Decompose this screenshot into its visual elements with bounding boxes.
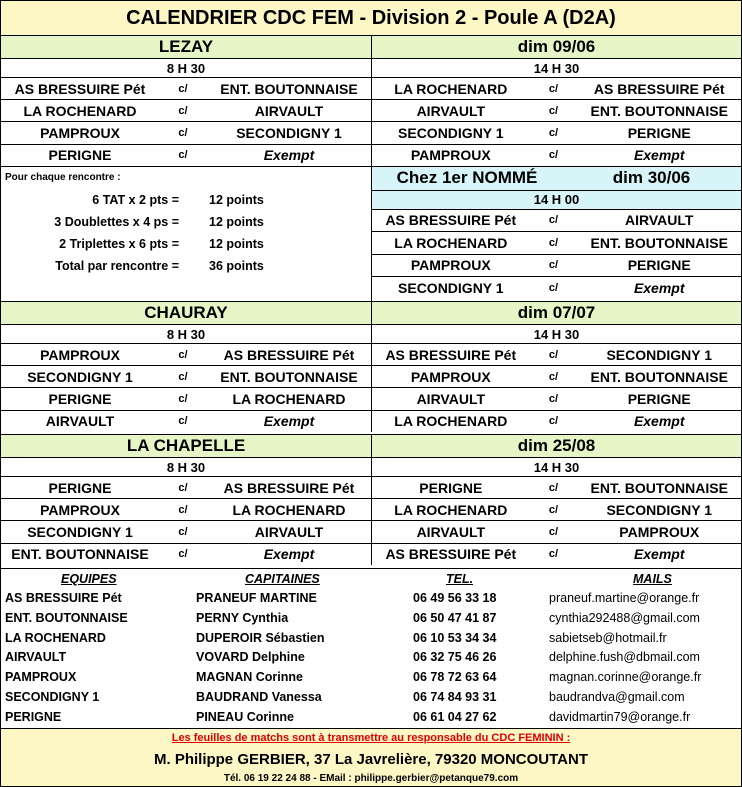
- team-away: AIRVAULT: [625, 212, 694, 229]
- email-address: delphine.fush@dbmail.com: [549, 650, 700, 665]
- team-away: AS BRESSUIRE Pét: [223, 479, 355, 496]
- versus-label: c/: [548, 415, 559, 428]
- rule-points: 12 points: [209, 236, 264, 251]
- versus-label: c/: [548, 259, 559, 272]
- second-venue: [371, 167, 741, 302]
- match-left: [1, 521, 371, 542]
- match-left: [1, 388, 371, 409]
- match-right: [371, 366, 741, 387]
- team-away: LA ROCHENARD: [232, 501, 346, 518]
- team-home: AIRVAULT: [416, 523, 486, 540]
- email-address: baudrandva@gmail.com: [549, 690, 685, 704]
- team-away: ENT. BOUTONNAISE: [220, 368, 358, 385]
- team-away: AS BRESSUIRE Pét: [223, 346, 355, 363]
- team-home: PAMPROUX: [410, 368, 491, 385]
- exempt-label: Exempt: [263, 147, 315, 164]
- captain-name: VOVARD Delphine: [196, 650, 305, 665]
- match-row: [372, 254, 741, 276]
- match-right: [371, 521, 741, 542]
- team-home: PERIGNE: [48, 390, 112, 407]
- match-row: [1, 99, 741, 121]
- versus-label: c/: [178, 525, 188, 538]
- match-left: [1, 499, 371, 520]
- captain-name: BAUDRAND Vanessa: [196, 690, 322, 704]
- match-right: [371, 544, 741, 565]
- versus-label: c/: [178, 481, 188, 494]
- time-row: [1, 58, 741, 77]
- page-title: CALENDRIER CDC FEM - Division 2 - Poule A (D2A): [1, 1, 741, 35]
- rule-points: 36 points: [209, 258, 264, 273]
- session-time: 14 H 30: [371, 458, 741, 476]
- versus-label: c/: [178, 548, 188, 561]
- match-row: [1, 343, 741, 365]
- column-header: CAPITAINES: [245, 571, 320, 586]
- time-row: [1, 457, 741, 476]
- team-home: PAMPROUX: [410, 147, 491, 164]
- team-home: LA ROCHENARD: [394, 80, 508, 97]
- match-date: dim 09/06: [371, 36, 741, 58]
- session-time: 14 H 30: [371, 325, 741, 343]
- match-right: [371, 78, 741, 99]
- versus-label: c/: [178, 126, 188, 139]
- match-left: [1, 122, 371, 143]
- versus-label: c/: [548, 481, 559, 494]
- exempt-label: Exempt: [633, 279, 685, 296]
- match-right: [371, 411, 741, 432]
- notice-text: Les feuilles de matchs sont à transmettre au responsable du CDC FEMININ :: [171, 731, 571, 744]
- match-row: [372, 231, 741, 253]
- match-row: [1, 387, 741, 409]
- versus-label: c/: [178, 503, 188, 516]
- exempt-label: Exempt: [633, 413, 685, 430]
- versus-label: c/: [178, 370, 188, 383]
- venue-row: [372, 167, 741, 190]
- match-row: [1, 77, 741, 99]
- match-right: [371, 499, 741, 520]
- venue-row: [1, 35, 741, 58]
- versus-label: c/: [178, 392, 188, 405]
- email-address: magnan.corinne@orange.fr: [549, 670, 702, 685]
- team-home: AS BRESSUIRE Pét: [14, 80, 146, 97]
- column-header: MAILS: [633, 571, 672, 586]
- captain-name: PRANEUF MARTINE: [196, 591, 317, 605]
- rule-points: 12 points: [209, 192, 264, 207]
- team-home: SECONDIGNY 1: [27, 368, 133, 385]
- team-name: SECONDIGNY 1: [5, 690, 100, 704]
- team-away: ENT. BOUTONNAISE: [590, 102, 728, 119]
- team-home: AS BRESSUIRE Pét: [385, 212, 517, 229]
- versus-label: c/: [548, 548, 559, 561]
- match-row: [1, 121, 741, 143]
- team-home: AIRVAULT: [416, 102, 486, 119]
- venue-name: LEZAY: [1, 36, 371, 58]
- versus-label: c/: [548, 82, 559, 95]
- match-right: [371, 145, 741, 166]
- email-address: cynthia292488@gmail.com: [549, 610, 700, 625]
- time-row: [1, 324, 741, 343]
- match-row: [1, 410, 741, 432]
- match-left: [1, 145, 371, 166]
- match-date: dim 25/08: [371, 435, 741, 457]
- column-header: TEL.: [446, 571, 474, 586]
- match-row: [1, 365, 741, 387]
- match-row: [1, 144, 741, 166]
- versus-label: c/: [548, 503, 559, 516]
- exempt-label: Exempt: [633, 147, 685, 164]
- team-home: SECONDIGNY 1: [398, 124, 504, 141]
- team-home: LA ROCHENARD: [394, 413, 508, 430]
- match-right: [371, 344, 741, 365]
- exempt-label: Exempt: [263, 546, 315, 563]
- match-right: [372, 232, 741, 253]
- captain-name: PINEAU Corinne: [196, 709, 294, 724]
- captain-name: PERNY Cynthia: [196, 610, 289, 625]
- team-away: PAMPROUX: [619, 523, 700, 540]
- team-home: PAMPROUX: [410, 257, 491, 274]
- session-time: 14 H 30: [371, 59, 741, 77]
- team-name: ENT. BOUTONNAISE: [5, 610, 128, 625]
- team-away: PERIGNE: [627, 124, 691, 141]
- match-row: [1, 520, 741, 542]
- middle-section: [1, 166, 741, 301]
- responsible-contact: Tél. 06 19 22 24 88 - EMail : philippe.gerbier@petanque79.com: [223, 772, 519, 784]
- email-address: davidmartin79@orange.fr: [549, 709, 691, 724]
- venue-name: CHAURAY: [1, 302, 371, 324]
- venue-row: [1, 301, 741, 324]
- match-right: [371, 477, 741, 498]
- match-right: [372, 277, 741, 298]
- venue-name: Chez 1er NOMMÉ: [396, 168, 538, 188]
- phone-number: 06 50 47 41 87: [413, 610, 497, 625]
- team-home: AS BRESSUIRE Pét: [385, 346, 517, 363]
- team-home: SECONDIGNY 1: [398, 279, 504, 296]
- match-right: [371, 100, 741, 121]
- column-header: EQUIPES: [61, 571, 117, 586]
- phone-number: 06 32 75 46 26: [413, 650, 497, 665]
- match-left: [1, 100, 371, 121]
- match-right: [371, 388, 741, 409]
- match-row: [372, 276, 741, 298]
- match-date: dim 30/06: [612, 168, 691, 188]
- team-away: ENT. BOUTONNAISE: [590, 479, 728, 496]
- team-name: LA ROCHENARD: [5, 630, 106, 645]
- phone-number: 06 78 72 63 64: [413, 670, 497, 685]
- team-away: PERIGNE: [627, 257, 691, 274]
- phone-number: 06 74 84 93 31: [413, 690, 497, 704]
- team-home: LA ROCHENARD: [394, 501, 508, 518]
- team-home: PERIGNE: [419, 479, 483, 496]
- responsible-address: M. Philippe GERBIER, 37 La Javrelière, 79320 MONCOUTANT: [153, 750, 589, 768]
- team-home: PERIGNE: [48, 147, 112, 164]
- team-home: PAMPROUX: [40, 501, 120, 518]
- match-right: [371, 122, 741, 143]
- versus-label: c/: [178, 348, 188, 361]
- team-name: PERIGNE: [5, 709, 62, 724]
- match-row: [1, 498, 741, 520]
- team-away: AIRVAULT: [254, 523, 324, 540]
- phone-number: 06 61 04 27 62: [413, 709, 497, 724]
- team-home: LA ROCHENARD: [23, 102, 137, 119]
- team-home: AIRVAULT: [45, 413, 115, 430]
- match-row: [1, 543, 741, 565]
- team-home: AS BRESSUIRE Pét: [385, 546, 517, 563]
- versus-label: c/: [178, 415, 188, 428]
- team-away: SECONDIGNY 1: [236, 124, 342, 141]
- team-away: SECONDIGNY 1: [606, 501, 712, 518]
- captain-name: DUPEROIR Sébastien: [196, 630, 325, 645]
- versus-label: c/: [548, 214, 559, 227]
- versus-label: c/: [548, 525, 559, 538]
- team-away: PERIGNE: [627, 390, 691, 407]
- team-away: ENT. BOUTONNAISE: [590, 234, 728, 251]
- team-home: SECONDIGNY 1: [27, 523, 133, 540]
- match-row: [1, 476, 741, 498]
- versus-label: c/: [548, 126, 559, 139]
- team-away: LA ROCHENARD: [232, 390, 346, 407]
- captain-name: MAGNAN Corinne: [196, 670, 303, 685]
- versus-label: c/: [548, 104, 559, 117]
- rule-label: 3 Doublettes x 4 ps =: [54, 214, 179, 229]
- match-left: [1, 544, 371, 565]
- team-home: LA ROCHENARD: [394, 234, 508, 251]
- team-name: PAMPROUX: [5, 670, 77, 685]
- session-time: 8 H 30: [166, 326, 206, 342]
- session-time: 14 H 00: [372, 190, 741, 209]
- points-rules: [1, 167, 371, 302]
- venue-name: LA CHAPELLE: [1, 435, 371, 457]
- team-away: ENT. BOUTONNAISE: [220, 80, 358, 97]
- team-away: SECONDIGNY 1: [606, 346, 712, 363]
- team-home: PERIGNE: [48, 479, 112, 496]
- phone-number: 06 10 53 34 34: [413, 630, 497, 645]
- session-time: 8 H 30: [166, 459, 206, 475]
- rule-label: 6 TAT x 2 pts =: [92, 192, 179, 207]
- match-right: [372, 210, 741, 231]
- team-home: AIRVAULT: [416, 390, 486, 407]
- match-right: [372, 255, 741, 276]
- team-away: AIRVAULT: [254, 102, 324, 119]
- footer: [1, 728, 741, 786]
- versus-label: c/: [178, 149, 188, 162]
- match-left: [1, 78, 371, 99]
- match-row: [372, 209, 741, 231]
- email-address: praneuf.martine@orange.fr: [549, 591, 700, 605]
- versus-label: c/: [548, 236, 559, 249]
- match-left: [1, 344, 371, 365]
- rule-label: 2 Triplettes x 6 pts =: [59, 236, 179, 251]
- versus-label: c/: [548, 370, 559, 383]
- venue-row: [1, 434, 741, 457]
- team-home: PAMPROUX: [40, 346, 120, 363]
- versus-label: c/: [548, 392, 559, 405]
- rule-label: Total par rencontre =: [55, 258, 179, 273]
- exempt-label: Exempt: [633, 546, 685, 563]
- team-home: PAMPROUX: [40, 124, 120, 141]
- team-away: AS BRESSUIRE Pét: [593, 80, 725, 97]
- session-time: 8 H 30: [166, 60, 206, 76]
- team-name: AIRVAULT: [5, 650, 67, 665]
- match-date: dim 07/07: [371, 302, 741, 324]
- versus-label: c/: [548, 281, 559, 294]
- phone-number: 06 49 56 33 18: [413, 591, 497, 605]
- email-address: sabietseb@hotmail.fr: [549, 630, 667, 645]
- versus-label: c/: [178, 82, 188, 95]
- match-left: [1, 411, 371, 432]
- versus-label: c/: [548, 348, 559, 361]
- contacts-table: [1, 568, 741, 728]
- team-away: ENT. BOUTONNAISE: [590, 368, 728, 385]
- match-left: [1, 477, 371, 498]
- versus-label: c/: [548, 149, 559, 162]
- team-name: AS BRESSUIRE Pét: [5, 591, 122, 605]
- exempt-label: Exempt: [263, 413, 315, 430]
- rule-points: 12 points: [209, 214, 264, 229]
- match-left: [1, 366, 371, 387]
- versus-label: c/: [178, 104, 188, 117]
- rules-heading: Pour chaque rencontre :: [5, 172, 121, 184]
- team-home: ENT. BOUTONNAISE: [11, 546, 149, 563]
